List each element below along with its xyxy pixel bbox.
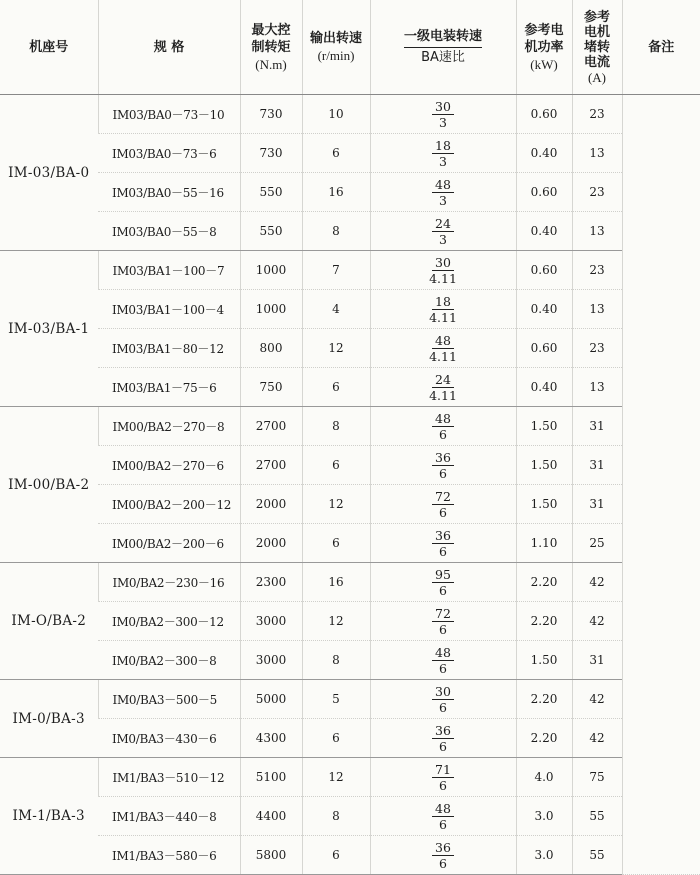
table-row xyxy=(0,836,700,875)
power-cell: 2.20 xyxy=(516,563,572,602)
spec-cell: IM03/BA1－75－6 xyxy=(98,368,240,407)
table-body xyxy=(0,95,700,875)
table-row xyxy=(0,446,700,485)
torque-cell: 5100 xyxy=(240,758,302,797)
table-row xyxy=(0,407,700,446)
power-cell: 1.10 xyxy=(516,524,572,563)
ratio-fraction: $\frac{48}{6}$ xyxy=(432,645,454,676)
table-row xyxy=(0,134,700,173)
ratio-cell xyxy=(370,446,516,485)
current-cell: 42 xyxy=(572,563,622,602)
ratio-fraction: $\frac{48}{6}$ xyxy=(432,411,454,442)
torque-cell: 1000 xyxy=(240,290,302,329)
power-cell: 3.0 xyxy=(516,836,572,875)
speed-cell: 6 xyxy=(302,134,370,173)
ratio-cell xyxy=(370,563,516,602)
current-cell: 13 xyxy=(572,212,622,251)
spec-cell: IM0/BA2－300－12 xyxy=(98,602,240,641)
ratio-fraction: $\frac{36}{6}$ xyxy=(432,450,454,481)
power-cell: 2.20 xyxy=(516,602,572,641)
torque-cell: 730 xyxy=(240,95,302,134)
table-row xyxy=(0,95,700,134)
power-cell: 0.40 xyxy=(516,290,572,329)
speed-cell: 6 xyxy=(302,524,370,563)
speed-cell: 10 xyxy=(302,95,370,134)
table-row xyxy=(0,719,700,758)
table-row xyxy=(0,797,700,836)
torque-cell: 730 xyxy=(240,134,302,173)
torque-cell: 2700 xyxy=(240,446,302,485)
speed-cell: 5 xyxy=(302,680,370,719)
power-cell: 0.60 xyxy=(516,251,572,290)
power-cell: 3.0 xyxy=(516,797,572,836)
ratio-cell xyxy=(370,290,516,329)
spec-cell: IM0/BA2－300－8 xyxy=(98,641,240,680)
power-cell: 1.50 xyxy=(516,641,572,680)
speed-cell: 12 xyxy=(302,329,370,368)
torque-cell: 5000 xyxy=(240,680,302,719)
spec-cell: IM03/BA0－55－16 xyxy=(98,173,240,212)
base-model-cell: IM-03/BA-0 xyxy=(0,95,98,251)
ratio-cell xyxy=(370,173,516,212)
current-cell: 13 xyxy=(572,290,622,329)
power-cell: 0.40 xyxy=(516,212,572,251)
ratio-fraction: $\frac{36}{6}$ xyxy=(432,528,454,559)
power-cell: 2.20 xyxy=(516,719,572,758)
header-base: 机座号 xyxy=(0,0,98,95)
power-cell: 2.20 xyxy=(516,680,572,719)
current-cell: 42 xyxy=(572,680,622,719)
speed-cell: 12 xyxy=(302,602,370,641)
ratio-fraction: $\frac{36}{6}$ xyxy=(432,840,454,871)
table-row xyxy=(0,329,700,368)
power-cell: 0.60 xyxy=(516,329,572,368)
speed-cell: 6 xyxy=(302,719,370,758)
current-cell: 31 xyxy=(572,485,622,524)
table-row xyxy=(0,758,700,797)
speed-cell: 8 xyxy=(302,212,370,251)
spec-cell: IM03/BA0－55－8 xyxy=(98,212,240,251)
header-note: 备注 xyxy=(622,0,700,95)
note-cell xyxy=(622,95,700,875)
header-row xyxy=(0,0,700,95)
ratio-fraction: $\frac{24}{3}$ xyxy=(432,216,454,247)
torque-cell: 3000 xyxy=(240,602,302,641)
spec-cell: IM0/BA3－500－5 xyxy=(98,680,240,719)
power-cell: 0.60 xyxy=(516,95,572,134)
ratio-fraction: $\frac{48}{6}$ xyxy=(432,801,454,832)
spec-cell: IM03/BA0－73－6 xyxy=(98,134,240,173)
table-row xyxy=(0,173,700,212)
ratio-fraction: $\frac{18}{3}$ xyxy=(432,138,454,169)
speed-cell: 6 xyxy=(302,836,370,875)
power-cell: 1.50 xyxy=(516,407,572,446)
ratio-fraction: $\frac{95}{6}$ xyxy=(432,567,454,598)
speed-cell: 8 xyxy=(302,797,370,836)
header-power: 参考电 机功率 (kW) xyxy=(516,0,572,95)
ratio-fraction: $\frac{72}{6}$ xyxy=(432,606,454,637)
table-row xyxy=(0,485,700,524)
header-spec: 规 格 xyxy=(98,0,240,95)
ratio-cell xyxy=(370,212,516,251)
speed-cell: 12 xyxy=(302,758,370,797)
base-model-cell: IM-O/BA-2 xyxy=(0,563,98,680)
spec-cell: IM03/BA1－100－4 xyxy=(98,290,240,329)
ratio-fraction: $\frac{30}{4.11}$ xyxy=(429,254,457,286)
spec-cell: IM1/BA3－580－6 xyxy=(98,836,240,875)
current-cell: 31 xyxy=(572,407,622,446)
current-cell: 31 xyxy=(572,446,622,485)
spec-cell: IM00/BA2－200－12 xyxy=(98,485,240,524)
ratio-fraction: $\frac{36}{6}$ xyxy=(432,723,454,754)
torque-cell: 2700 xyxy=(240,407,302,446)
ratio-fraction: $\frac{71}{6}$ xyxy=(432,762,454,793)
current-cell: 75 xyxy=(572,758,622,797)
torque-cell: 4300 xyxy=(240,719,302,758)
torque-cell: 550 xyxy=(240,212,302,251)
table-row xyxy=(0,641,700,680)
torque-cell: 2000 xyxy=(240,485,302,524)
spec-cell: IM03/BA0－73－10 xyxy=(98,95,240,134)
speed-cell: 4 xyxy=(302,290,370,329)
ratio-cell xyxy=(370,407,516,446)
base-model-cell: IM-1/BA-3 xyxy=(0,758,98,875)
ratio-cell xyxy=(370,485,516,524)
base-model-cell: IM-0/BA-3 xyxy=(0,680,98,758)
ratio-cell xyxy=(370,95,516,134)
ratio-cell xyxy=(370,368,516,407)
torque-cell: 4400 xyxy=(240,797,302,836)
spec-cell: IM0/BA2－230－16 xyxy=(98,563,240,602)
speed-cell: 8 xyxy=(302,407,370,446)
ratio-cell xyxy=(370,719,516,758)
current-cell: 55 xyxy=(572,836,622,875)
header-speed: 输出转速 (r/min) xyxy=(302,0,370,95)
speed-cell: 6 xyxy=(302,368,370,407)
current-cell: 42 xyxy=(572,719,622,758)
spec-cell: IM0/BA3－430－6 xyxy=(98,719,240,758)
ratio-fraction: $\frac{18}{4.11}$ xyxy=(429,293,457,325)
speed-cell: 12 xyxy=(302,485,370,524)
spec-cell: IM00/BA2－270－8 xyxy=(98,407,240,446)
ratio-cell xyxy=(370,134,516,173)
speed-cell: 16 xyxy=(302,563,370,602)
table-row xyxy=(0,251,700,290)
base-model-cell: IM-03/BA-1 xyxy=(0,251,98,407)
table-row xyxy=(0,563,700,602)
torque-cell: 1000 xyxy=(240,251,302,290)
spec-cell: IM1/BA3－510－12 xyxy=(98,758,240,797)
torque-cell: 550 xyxy=(240,173,302,212)
speed-cell: 16 xyxy=(302,173,370,212)
ratio-cell xyxy=(370,797,516,836)
power-cell: 4.0 xyxy=(516,758,572,797)
current-cell: 55 xyxy=(572,797,622,836)
base-model-cell: IM-00/BA-2 xyxy=(0,407,98,563)
torque-cell: 750 xyxy=(240,368,302,407)
current-cell: 13 xyxy=(572,368,622,407)
current-cell: 23 xyxy=(572,173,622,212)
ratio-fraction: $\frac{72}{6}$ xyxy=(432,489,454,520)
speed-cell: 8 xyxy=(302,641,370,680)
spec-cell: IM03/BA1－100－7 xyxy=(98,251,240,290)
table-row xyxy=(0,524,700,563)
current-cell: 31 xyxy=(572,641,622,680)
ratio-cell xyxy=(370,758,516,797)
torque-cell: 2300 xyxy=(240,563,302,602)
ratio-cell xyxy=(370,251,516,290)
speed-cell: 7 xyxy=(302,251,370,290)
spec-cell: IM1/BA3－440－8 xyxy=(98,797,240,836)
table-row xyxy=(0,602,700,641)
header-current: 参考 电机 堵转 电流 (A) xyxy=(572,0,622,95)
ratio-cell xyxy=(370,680,516,719)
ratio-fraction: $\frac{48}{3}$ xyxy=(432,177,454,208)
power-cell: 1.50 xyxy=(516,446,572,485)
torque-cell: 800 xyxy=(240,329,302,368)
speed-cell: 6 xyxy=(302,446,370,485)
ratio-fraction: $\frac{24}{4.11}$ xyxy=(429,371,457,403)
ratio-fraction: $\frac{48}{4.11}$ xyxy=(429,332,457,364)
table-row xyxy=(0,212,700,251)
ratio-cell xyxy=(370,641,516,680)
power-cell: 0.40 xyxy=(516,134,572,173)
ratio-fraction: $\frac{30}{3}$ xyxy=(432,99,454,130)
torque-cell: 3000 xyxy=(240,641,302,680)
spec-cell: IM00/BA2－270－6 xyxy=(98,446,240,485)
power-cell: 1.50 xyxy=(516,485,572,524)
current-cell: 23 xyxy=(572,329,622,368)
ratio-cell xyxy=(370,602,516,641)
table-row xyxy=(0,680,700,719)
power-cell: 0.60 xyxy=(516,173,572,212)
ratio-cell xyxy=(370,836,516,875)
power-cell: 0.40 xyxy=(516,368,572,407)
current-cell: 42 xyxy=(572,602,622,641)
current-cell: 23 xyxy=(572,251,622,290)
spec-cell: IM03/BA1－80－12 xyxy=(98,329,240,368)
ratio-fraction: $\frac{30}{6}$ xyxy=(432,684,454,715)
table-row xyxy=(0,290,700,329)
torque-cell: 2000 xyxy=(240,524,302,563)
spec-cell: IM00/BA2－200－6 xyxy=(98,524,240,563)
ratio-cell xyxy=(370,524,516,563)
torque-cell: 5800 xyxy=(240,836,302,875)
header-torque: 最大控 制转矩 (N.m) xyxy=(240,0,302,95)
current-cell: 25 xyxy=(572,524,622,563)
header-ratio: $\frac{\text{一级电装转速}}{\text{BA速比}}$ xyxy=(370,0,516,95)
ratio-cell xyxy=(370,329,516,368)
table-row xyxy=(0,368,700,407)
current-cell: 13 xyxy=(572,134,622,173)
current-cell: 23 xyxy=(572,95,622,134)
